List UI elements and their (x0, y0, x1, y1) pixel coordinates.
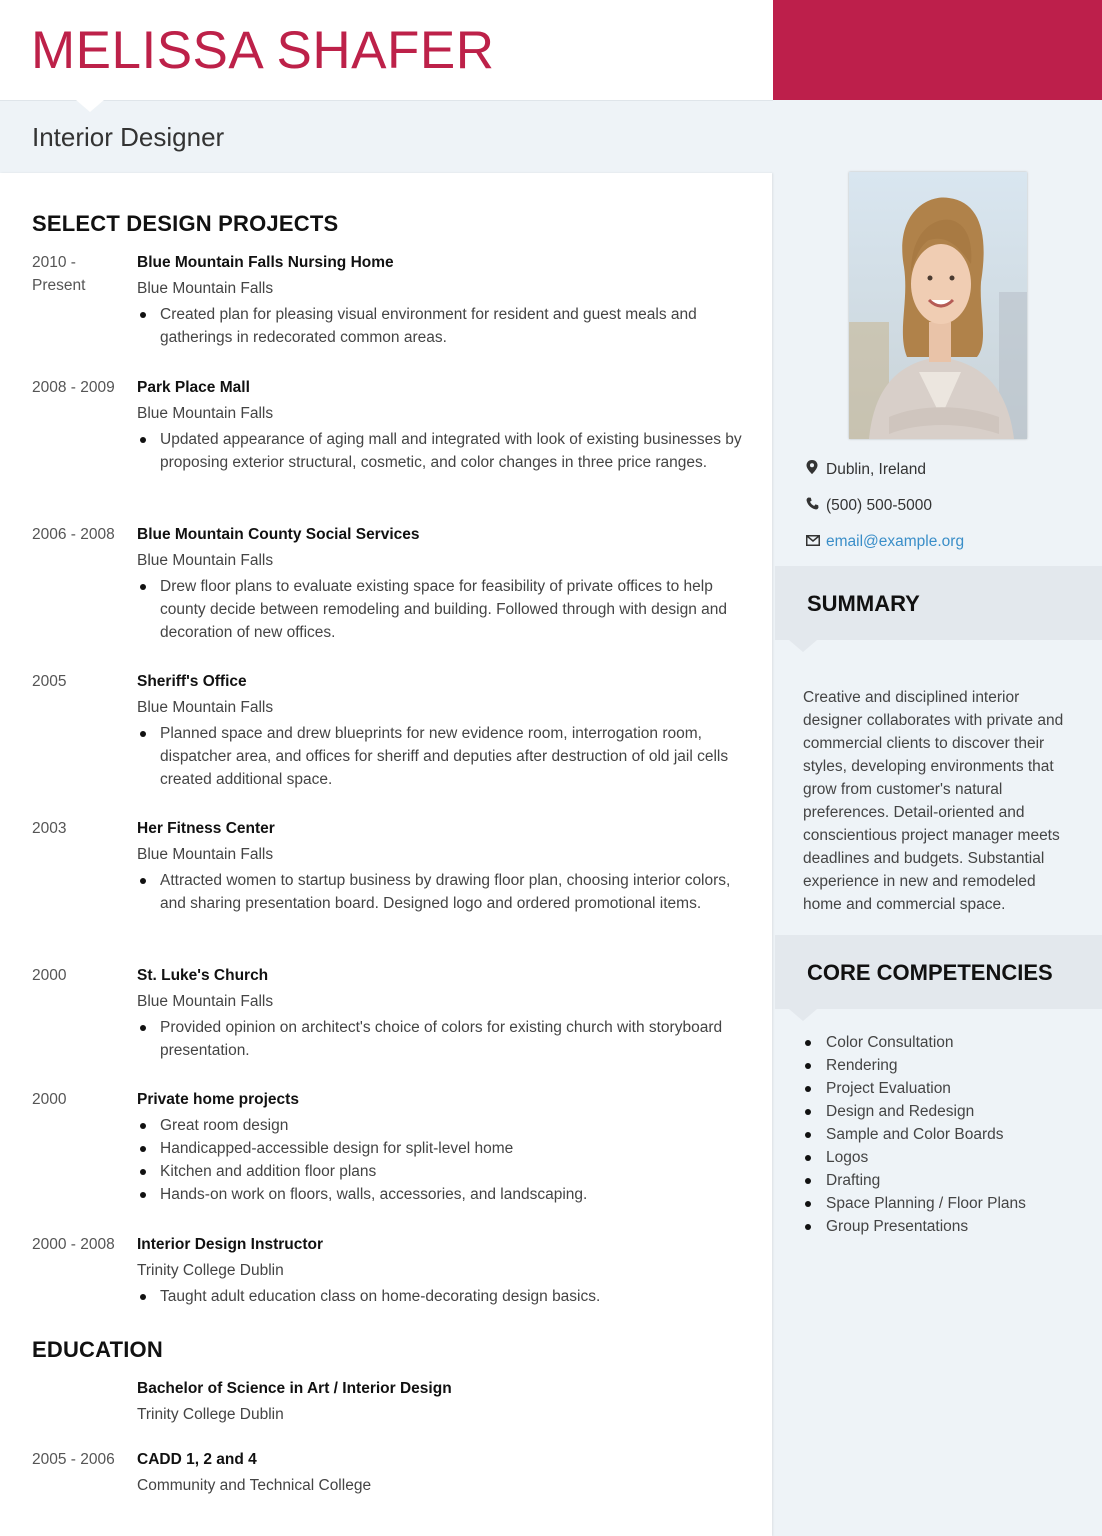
competency-item: Space Planning / Floor Plans (803, 1192, 1026, 1215)
entry-body (137, 251, 747, 349)
summary-heading: SUMMARY (807, 591, 920, 616)
entry-date: 2005 (32, 673, 67, 690)
entry-body (137, 1233, 747, 1308)
entry-date: 2008 - 2009 (32, 379, 115, 396)
email-link[interactable]: email@example.org (826, 533, 965, 551)
profile-photo-illustration (849, 172, 1027, 439)
accent-block (773, 0, 1102, 100)
summary-header (775, 566, 1102, 640)
entry-title: Blue Mountain County Social Services (137, 526, 420, 543)
entry-date: 2005 - 2006 (32, 1451, 115, 1468)
contact-location (806, 459, 926, 481)
entry-org: Community and Technical College (137, 1477, 372, 1494)
competencies-notch (789, 1009, 817, 1021)
competencies-header (775, 935, 1102, 1009)
entry-date: 2006 - 2008 (32, 526, 115, 543)
bullet-item: Taught adult education class on home-decorating design basics. (137, 1285, 747, 1308)
bullet-item: Updated appearance of aging mall and integrated with look of existing businesses by proposing exterior structural, cosmetic, and color changes in three price ranges. (137, 428, 747, 474)
location-text: Dublin, Ireland (826, 461, 926, 479)
envelope-icon (806, 531, 826, 553)
entry-title: St. Luke's Church (137, 967, 269, 984)
entry-bullets (137, 428, 747, 474)
competencies-heading: CORE COMPETENCIES (807, 960, 1053, 985)
entry-bullets (137, 1285, 747, 1308)
bullet-item: Created plan for pleasing visual environment for resident and guest meals and gatherings in redecorated common areas. (137, 303, 747, 349)
entry-org: Trinity College Dublin (137, 1406, 284, 1423)
job-title: Interior Designer (32, 122, 225, 152)
entry-bullets (137, 722, 747, 791)
projects-heading: SELECT DESIGN PROJECTS (32, 211, 339, 236)
entry-bullets (137, 303, 747, 349)
entry-title: Blue Mountain Falls Nursing Home (137, 254, 394, 271)
entry-bullets (137, 869, 747, 915)
competency-item: Project Evaluation (803, 1077, 1026, 1100)
summary-text: Creative and disciplined interior designer collaborates with private and commercial clients to discover their styles, developing environments that grow from customer's natural preferences. Detail-oriented and conscientious project manager meets deadlines and budgets. Substantial experience in new and remodeled home and commercial space. (803, 689, 1064, 913)
entry-title: CADD 1, 2 and 4 (137, 1451, 257, 1468)
competency-item: Color Consultation (803, 1031, 1026, 1054)
entry-body (137, 964, 747, 1062)
bullet-item: Hands-on work on floors, walls, accessories, and landscaping. (137, 1183, 747, 1206)
entry-date: 2000 (32, 1091, 67, 1108)
bullet-item: Kitchen and addition floor plans (137, 1160, 747, 1183)
header-notch (76, 100, 104, 112)
header-band (0, 0, 773, 101)
competency-item: Group Presentations (803, 1215, 1026, 1238)
entry-date: 2003 (32, 820, 67, 837)
entry-body (137, 670, 747, 791)
entry-bullets (137, 1016, 747, 1062)
entry-org: Blue Mountain Falls (137, 280, 274, 297)
entry-date: 2000 (32, 967, 67, 984)
entry-org: Blue Mountain Falls (137, 993, 274, 1010)
education-heading: EDUCATION (32, 1337, 163, 1362)
map-pin-icon (806, 459, 826, 481)
entry-org: Blue Mountain Falls (137, 846, 274, 863)
bullet-item: Provided opinion on architect's choice of colors for existing church with storyboard presentation. (137, 1016, 747, 1062)
summary-notch (789, 640, 817, 652)
entry-bullets (137, 1114, 747, 1206)
entry-title: Park Place Mall (137, 379, 250, 396)
entry-org: Trinity College Dublin (137, 1262, 284, 1279)
entry-title: Her Fitness Center (137, 820, 275, 837)
entry-org: Blue Mountain Falls (137, 405, 274, 422)
entry-date: 2000 - 2008 (32, 1236, 115, 1253)
entry-title: Sheriff's Office (137, 673, 247, 690)
entry-title: Interior Design Instructor (137, 1236, 324, 1253)
entry-body (137, 376, 747, 474)
phone-icon (806, 495, 826, 517)
entry-title: Bachelor of Science in Art / Interior Design (137, 1380, 452, 1397)
contact-email (806, 531, 964, 553)
competency-item: Drafting (803, 1169, 1026, 1192)
phone-text: (500) 500-5000 (826, 497, 932, 515)
competency-item: Rendering (803, 1054, 1026, 1077)
bullet-item: Great room design (137, 1114, 747, 1137)
entry-body (137, 817, 747, 915)
entry-org: Blue Mountain Falls (137, 699, 274, 716)
profile-photo (849, 172, 1027, 439)
entry-date: 2010 - Present (32, 254, 86, 294)
competency-item: Design and Redesign (803, 1100, 1026, 1123)
competency-item: Sample and Color Boards (803, 1123, 1026, 1146)
entry-title: Private home projects (137, 1091, 299, 1108)
bullet-item: Handicapped-accessible design for split-level home (137, 1137, 747, 1160)
bullet-item: Attracted women to startup business by drawing floor plan, choosing interior colors, and sharing presentation board. Designed logo and ordered promotional items. (137, 869, 747, 915)
competencies-list (803, 1031, 1026, 1238)
competency-item: Logos (803, 1146, 1026, 1169)
bullet-item: Drew floor plans to evaluate existing space for feasibility of private offices to help county decide between remodeling and building. Followed through with design and decoration of new offices. (137, 575, 747, 644)
entry-body (137, 1088, 747, 1206)
contact-phone (806, 495, 932, 517)
main-column (0, 173, 772, 1536)
entry-body (137, 523, 747, 644)
entry-body (137, 1377, 747, 1426)
bullet-item: Planned space and drew blueprints for new evidence room, interrogation room, dispatcher area, and offices for sheriff and deputies after destruction of old jail cells created additional space. (137, 722, 747, 791)
entry-bullets (137, 575, 747, 644)
entry-body (137, 1448, 747, 1497)
entry-org: Blue Mountain Falls (137, 552, 274, 569)
candidate-name: MELISSA SHAFER (31, 21, 495, 80)
